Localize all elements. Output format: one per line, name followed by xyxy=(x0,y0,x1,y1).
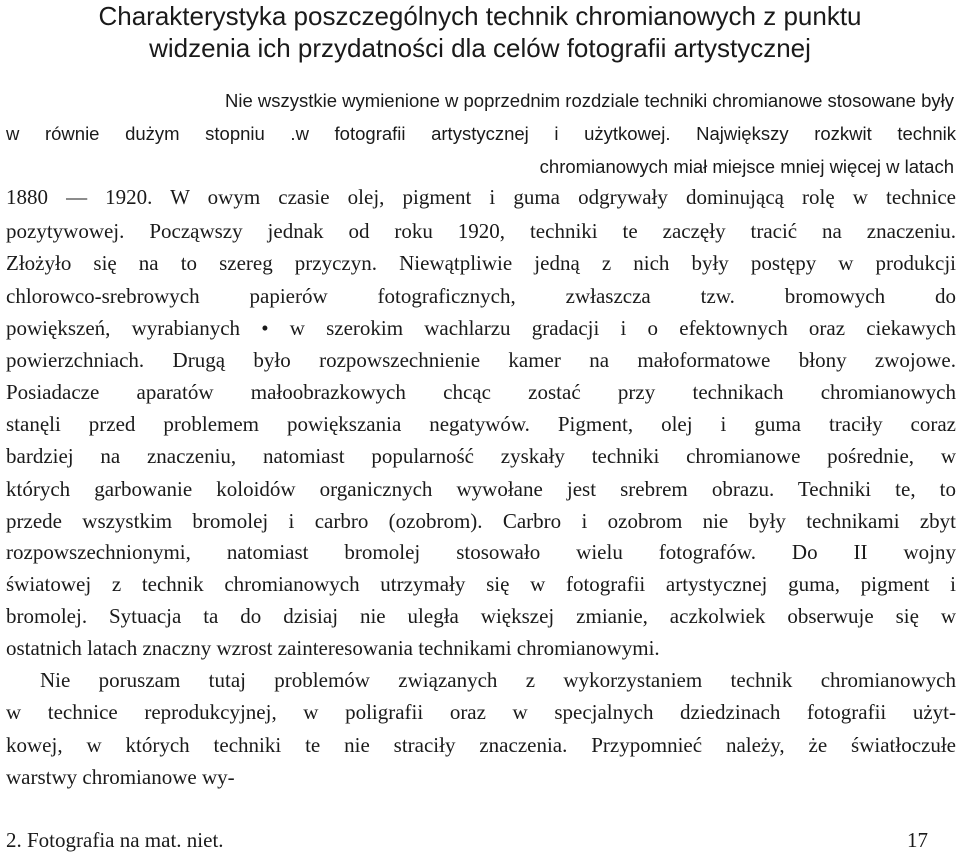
section-heading xyxy=(0,0,960,64)
body-line: warstwy chromianowe wy- xyxy=(6,765,235,789)
body-line: w równie dużym stopniu .w fotografii artystycznej i użytkowej. Największy rozkwit technik xyxy=(6,123,956,144)
heading-line-1: Charakterystyka poszczególnych technik chromianowych z punktu xyxy=(98,1,862,31)
body-line: ostatnich latach znaczny wzrost zainteresowania technikami chromianowymi. xyxy=(6,636,660,660)
body-line: chlorowco-srebrowych papierów fotograficznych, zwłaszcza tzw. bromowych do xyxy=(6,284,956,308)
page-number: 17 xyxy=(907,828,928,852)
body-line: przede wszystkim bromolej i carbro (ozobrom). Carbro i ozobrom nie były technikami zbyt xyxy=(6,509,956,533)
body-line: kowej, w których techniki te nie straciły znaczenia. Przypomnieć należy, że światłoczułe xyxy=(6,733,956,757)
body-line: rozpowszechnionymi, natomiast bromolej stosowało wielu fotografów. Do II wojny xyxy=(6,540,956,564)
body-line: Posiadacze aparatów małoobrazkowych chcąc zostać przy technikach chromianowych xyxy=(6,380,956,404)
body-line: których garbowanie koloidów organicznych wywołane jest srebrem obrazu. Techniki te, to xyxy=(6,477,956,501)
body-line: pozytywowej. Począwszy jednak od roku 1920, techniki te zaczęły tracić na znaczeniu. xyxy=(6,219,956,243)
body-line: w technice reprodukcyjnej, w poligrafii oraz w specjalnych dziedzinach fotografii użyt- xyxy=(6,700,956,724)
body-line: Nie poruszam tutaj problemów związanych z wykorzystaniem technik chromianowych xyxy=(40,668,956,692)
body-line: Złożyło się na to szereg przyczyn. Niewątpliwie jedną z nich były postępy w produkcji xyxy=(6,251,956,275)
body-line: stanęli przed problemem powiększania negatywów. Pigment, olej i guma traciły coraz xyxy=(6,412,956,436)
body-line: powierzchniach. Drugą było rozpowszechnienie kamer na małoformatowe błony zwojowe. xyxy=(6,348,956,372)
body-line: powiększeń, wyrabianych • w szerokim wachlarzu gradacji i o efektownych oraz ciekawych xyxy=(6,316,956,340)
body-line: bromolej. Sytuacja ta do dzisiaj nie uległa większej zmianie, aczkolwiek obserwuje się w xyxy=(6,604,956,628)
heading-line-2: widzenia ich przydatności dla celów fotografii artystycznej xyxy=(149,33,811,63)
footer-title: 2. Fotografia na mat. niet. xyxy=(6,828,224,852)
body-line: chromianowych miał miejsce mniej więcej w latach xyxy=(539,156,954,177)
body-line: światowej z technik chromianowych utrzymały się w fotografii artystycznej guma, pigment i xyxy=(6,572,956,596)
body-line: 1880 — 1920. W owym czasie olej, pigment i guma odgrywały dominującą rolę w technice xyxy=(6,185,956,209)
body-line: Nie wszystkie wymienione w poprzednim rozdziale techniki chromianowe stosowane były xyxy=(224,90,954,111)
body-line: bardziej na znaczeniu, natomiast popularność zyskały techniki chromianowe pośrednie, w xyxy=(6,444,956,468)
